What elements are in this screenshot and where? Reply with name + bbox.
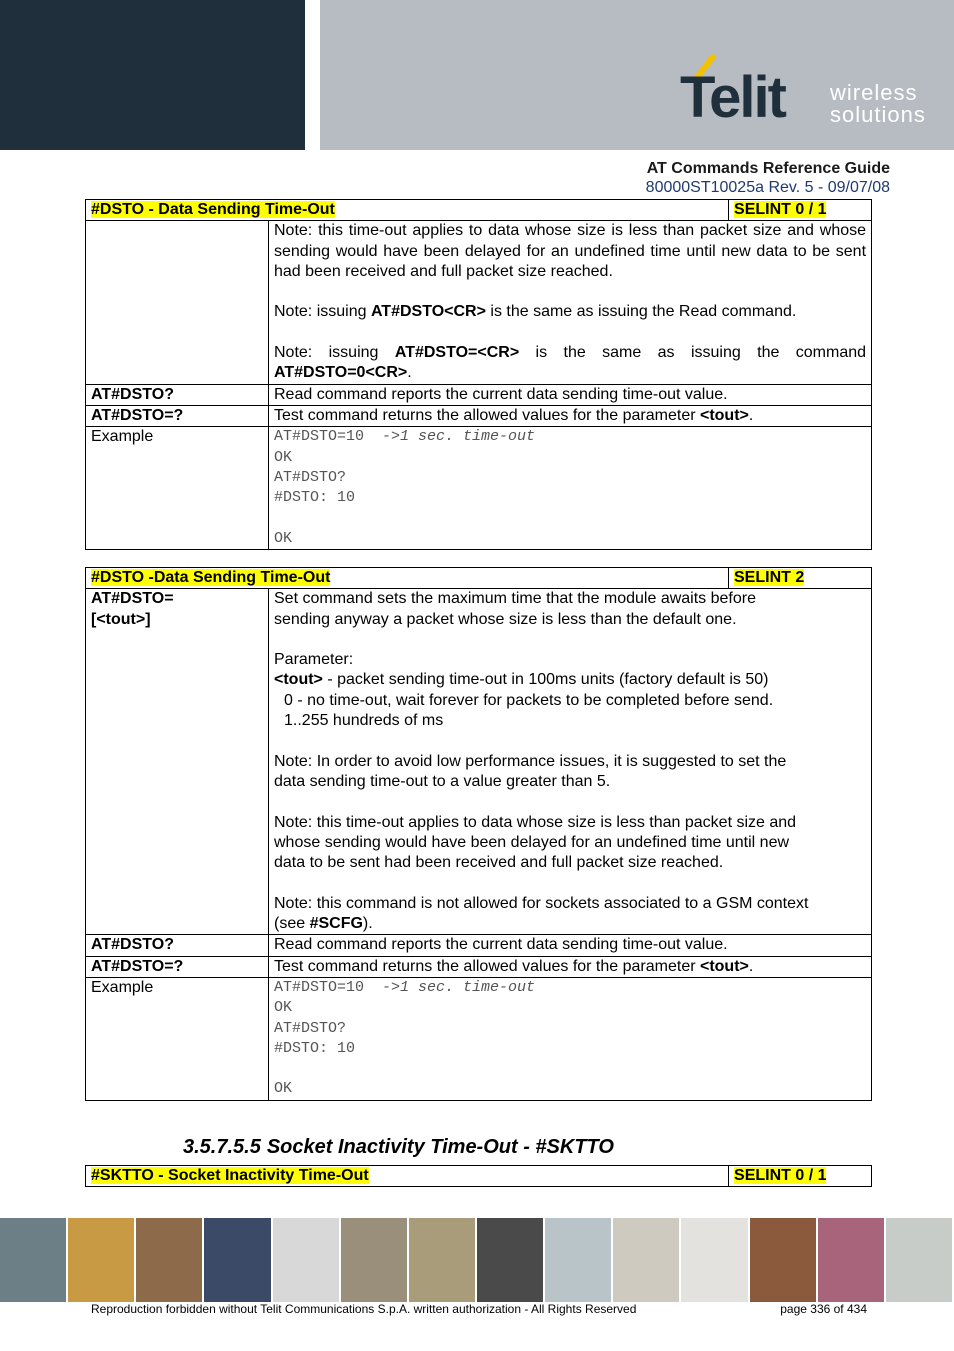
dsto-table-selint2 bbox=[85, 567, 872, 1101]
code-line: OK bbox=[274, 529, 293, 547]
code-line: AT#DSTO? bbox=[274, 468, 347, 486]
note-text: Note: issuing AT#DSTO<CR> is the same as issuing the Read command. bbox=[274, 303, 797, 321]
page-number: page 336 of 434 bbox=[780, 1302, 867, 1316]
param-value: 1..255 hundreds of ms bbox=[284, 712, 444, 730]
table-row bbox=[86, 405, 872, 426]
photo-tile bbox=[204, 1218, 272, 1302]
desc-cell bbox=[269, 221, 872, 384]
section-number: 3.5.7.5.5 bbox=[183, 1136, 261, 1158]
header-dark-panel bbox=[0, 0, 305, 150]
header-grey-panel bbox=[320, 0, 954, 150]
read-desc: Read command reports the current data sending time-out value. bbox=[269, 384, 872, 405]
dsto-table-selint01 bbox=[85, 199, 872, 550]
photo-tile bbox=[409, 1218, 477, 1302]
example-code bbox=[269, 427, 872, 550]
test-cmd: AT#DSTO=? bbox=[86, 956, 269, 977]
read-cmd: AT#DSTO? bbox=[86, 935, 269, 956]
selint-label: SELINT 2 bbox=[734, 569, 805, 586]
doc-reference: 80000ST10025a Rev. 5 - 09/07/08 bbox=[645, 179, 890, 196]
logo-tagline bbox=[830, 82, 926, 126]
photo-tile bbox=[613, 1218, 681, 1302]
section-heading bbox=[183, 1136, 620, 1159]
logo-tagline-line-2: solutions bbox=[830, 102, 926, 127]
photo-tile bbox=[68, 1218, 136, 1302]
copyright-notice: Reproduction forbidden without Telit Communications S.p.A. written authorization - All Rights Reserved bbox=[91, 1302, 637, 1316]
table-title bbox=[86, 200, 729, 221]
photo-tile bbox=[681, 1218, 749, 1302]
photo-tile bbox=[136, 1218, 204, 1302]
example-code bbox=[269, 977, 872, 1100]
example-label: Example bbox=[86, 977, 269, 1100]
selint-label: SELINT 0 / 1 bbox=[734, 201, 827, 218]
table-row bbox=[86, 956, 872, 977]
table-row bbox=[86, 221, 872, 384]
table-title-text: #SKTTO - Socket Inactivity Time-Out bbox=[91, 1167, 369, 1184]
read-cmd: AT#DSTO? bbox=[86, 384, 269, 405]
note-text: Note: issuing AT#DSTO=<CR> is the same as issuing the command AT#DSTO=0<CR>. bbox=[274, 344, 867, 382]
selint-cell bbox=[729, 200, 872, 221]
table-title-text: #DSTO -Data Sending Time-Out bbox=[91, 569, 331, 586]
set-cmd: AT#DSTO= [<tout>] bbox=[86, 589, 269, 935]
table-row bbox=[86, 935, 872, 956]
cmd-cell-empty bbox=[86, 221, 269, 384]
photo-tile bbox=[477, 1218, 545, 1302]
table-title bbox=[86, 1166, 729, 1187]
code-line: AT#DSTO=10 ->1 sec. time-out bbox=[274, 978, 536, 996]
photo-tile bbox=[273, 1218, 341, 1302]
logo-tagline-line-1: wireless bbox=[830, 80, 918, 105]
guide-title: AT Commands Reference Guide bbox=[646, 160, 890, 177]
sktto-table bbox=[85, 1165, 872, 1187]
param-value: 0 - no time-out, wait forever for packets to be completed before send. bbox=[284, 691, 774, 709]
code-line: #DSTO: 10 bbox=[274, 489, 356, 507]
photo-tile bbox=[341, 1218, 409, 1302]
table-header-row bbox=[86, 568, 872, 589]
code-line: AT#DSTO? bbox=[274, 1019, 347, 1037]
photo-tile bbox=[818, 1218, 886, 1302]
photo-tile bbox=[886, 1218, 954, 1302]
page-footer bbox=[91, 1302, 867, 1316]
selint-cell bbox=[729, 1166, 872, 1187]
test-cmd: AT#DSTO=? bbox=[86, 405, 269, 426]
table-row bbox=[86, 384, 872, 405]
table-title bbox=[86, 568, 729, 589]
example-label: Example bbox=[86, 427, 269, 550]
table-row bbox=[86, 977, 872, 1100]
photo-tile bbox=[750, 1218, 818, 1302]
test-desc: Test command returns the allowed values for the parameter <tout>. bbox=[269, 405, 872, 426]
document-header bbox=[646, 159, 890, 197]
table-row bbox=[86, 589, 872, 935]
table-header-row bbox=[86, 200, 872, 221]
param-desc: <tout> - packet sending time-out in 100ms units (factory default is 50) bbox=[274, 671, 769, 689]
param-label: Parameter: bbox=[274, 651, 354, 669]
code-line: OK bbox=[274, 1080, 293, 1098]
code-line: OK bbox=[274, 999, 293, 1017]
photo-tile bbox=[545, 1218, 613, 1302]
selint-label: SELINT 0 / 1 bbox=[734, 1167, 827, 1184]
read-desc: Read command reports the current data sending time-out value. bbox=[269, 935, 872, 956]
table-header-row bbox=[86, 1166, 872, 1187]
table-title-text: #DSTO - Data Sending Time-Out bbox=[91, 201, 335, 218]
logo-wordmark: Telit bbox=[680, 65, 785, 130]
footer-photo-strip bbox=[0, 1218, 954, 1302]
code-line: #DSTO: 10 bbox=[274, 1039, 356, 1057]
note-text: Note: this time-out applies to data whose size is less than packet size and whose sending would have been delayed for an undefined time until new data to be sent had been received and full packet size reached. bbox=[274, 222, 867, 280]
code-line: OK bbox=[274, 448, 293, 466]
photo-tile bbox=[0, 1218, 68, 1302]
section-title: Socket Inactivity Time-Out - #SKTTO bbox=[266, 1136, 614, 1158]
code-line: AT#DSTO=10 ->1 sec. time-out bbox=[274, 428, 536, 446]
test-desc: Test command returns the allowed values for the parameter <tout>. bbox=[269, 956, 872, 977]
set-desc: Set command sets the maximum time that the module awaits before sending anyway a packet whose size is less than the default one. Parameter: <tout> - packet sending time-out in 100ms units (factory default is 50) 0 - no time-out, wait forever for packets to be completed before send. 1..255 hundreds of ms Note: In order to avoid low performance issues, it is suggested to set the data sending time-out to a value greater than 5. Note: this time-out applies to data whose size is less than packet size and whose sending would have been delayed for an undefined time until new data to be sent had been received and full packet size reached. Note: this command is not allowed for sockets associated to a GSM context (see #SCFG). bbox=[269, 589, 872, 935]
selint-cell bbox=[729, 568, 872, 589]
table-row bbox=[86, 427, 872, 550]
